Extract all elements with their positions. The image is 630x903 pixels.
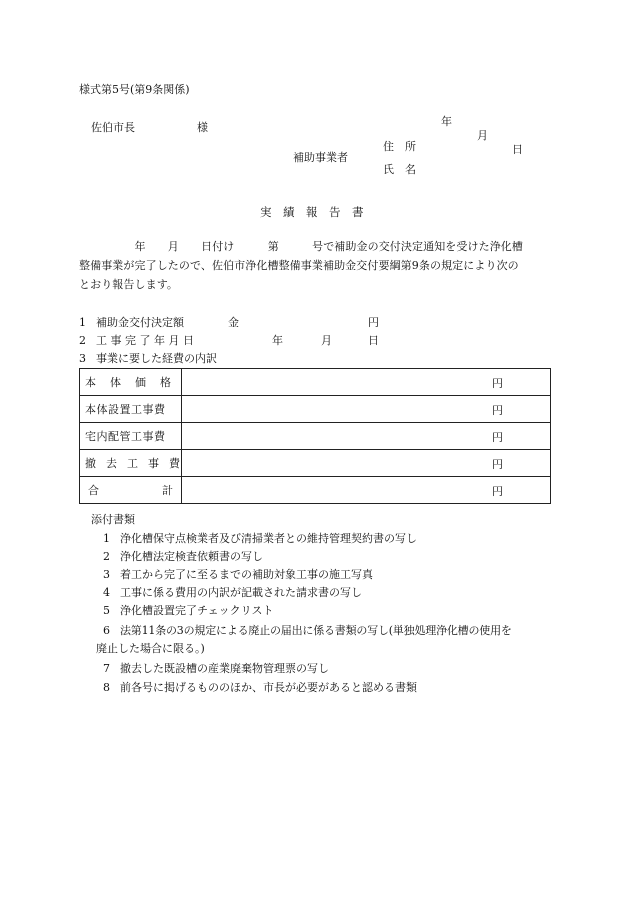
item1-label: 補助金交付決定額	[96, 316, 184, 329]
row-label: 本体設置工事費	[85, 403, 166, 416]
body-line-1: 年 月 日付け 第 号で補助金の交付決定通知を受けた浄化槽	[79, 240, 523, 253]
address-label: 住 所	[383, 140, 416, 153]
document-title: 実 績 報 告 書	[260, 205, 364, 219]
row-unit: 円	[492, 404, 503, 417]
row-label-cell	[80, 450, 182, 477]
cost-breakdown-table	[79, 368, 551, 504]
applicant-role: 補助事業者	[293, 151, 348, 164]
attachment-5-text: 浄化槽設置完了チェックリスト	[120, 604, 274, 617]
attachment-8-text: 前各号に掲げるもののほか、市長が必要があると認める書類	[120, 681, 417, 694]
attachment-2-text: 浄化槽法定検査依頼書の写し	[120, 550, 263, 563]
row-label: 撤 去 工 事 費	[85, 457, 180, 470]
body-line-3: とおり報告します。	[79, 278, 179, 291]
row-unit: 円	[492, 377, 503, 390]
item2-number: 2	[79, 334, 86, 347]
attachment-3-number: 3	[103, 568, 110, 581]
attachment-6-number: 6	[103, 624, 110, 637]
row-value-cell	[182, 423, 551, 450]
attachment-2-number: 2	[103, 550, 110, 563]
item2-day: 日	[368, 334, 379, 347]
row-value-cell	[182, 450, 551, 477]
attachment-8-number: 8	[103, 681, 110, 694]
row-value-cell	[182, 369, 551, 396]
item3-number: 3	[79, 352, 86, 365]
row-label-cell	[80, 396, 182, 423]
form-label: 様式第5号(第9条関係)	[79, 83, 190, 96]
body-line-2: 整備事業が完了したので、佐伯市浄化槽整備事業補助金交付要綱第9条の規定により次の	[79, 259, 519, 272]
row-unit: 円	[492, 458, 503, 471]
row-label-cell	[80, 477, 182, 504]
item1-number: 1	[79, 316, 86, 329]
attachment-6-continuation: 廃止した場合に限る。)	[96, 642, 205, 655]
table-row	[80, 477, 551, 504]
row-label-cell	[80, 423, 182, 450]
attachment-7-number: 7	[103, 662, 110, 675]
name-label: 氏 名	[383, 163, 416, 176]
date-month-label: 月	[477, 129, 488, 142]
attachment-7-text: 撤去した既設槽の産業廃棄物管理票の写し	[120, 662, 329, 675]
item2-month: 月	[321, 334, 332, 347]
item2-year: 年	[272, 334, 283, 347]
table-row	[80, 369, 551, 396]
table-row	[80, 450, 551, 477]
row-label: 本 体 価 格	[85, 376, 173, 389]
date-year-label: 年	[441, 115, 452, 128]
row-value-cell	[182, 396, 551, 423]
table-row	[80, 423, 551, 450]
attachment-5-number: 5	[103, 604, 110, 617]
row-unit: 円	[492, 485, 503, 498]
attachment-4-text: 工事に係る費用の内訳が記載された請求書の写し	[120, 586, 362, 599]
item3-label: 事業に要した経費の内訳	[96, 352, 217, 365]
addressee-honorific: 様	[197, 121, 208, 134]
item1-prefix: 金	[228, 316, 239, 329]
date-line	[441, 101, 523, 157]
attachment-1-text: 浄化槽保守点検業者及び清掃業者との維持管理契約書の写し	[120, 532, 417, 545]
attachment-4-number: 4	[103, 586, 110, 599]
item1-unit: 円	[368, 316, 379, 329]
total-label-left: 合	[88, 484, 99, 497]
row-label-cell	[80, 369, 182, 396]
row-value-cell	[182, 477, 551, 504]
addressee-name: 佐伯市長	[91, 121, 135, 134]
attachment-1-number: 1	[103, 532, 110, 545]
total-label-right: 計	[162, 484, 173, 497]
date-day-label: 日	[512, 143, 523, 156]
row-unit: 円	[492, 431, 503, 444]
item2-label: 工 事 完 了 年 月 日	[96, 334, 194, 347]
attachments-heading: 添付書類	[91, 513, 135, 526]
row-label: 宅内配管工事費	[85, 430, 166, 443]
attachment-3-text: 着工から完了に至るまでの補助対象工事の施工写真	[120, 568, 373, 581]
attachment-6-text: 法第11条の3の規定による廃止の届出に係る書類の写し(単独処理浄化槽の使用を	[120, 624, 512, 637]
table-row	[80, 396, 551, 423]
